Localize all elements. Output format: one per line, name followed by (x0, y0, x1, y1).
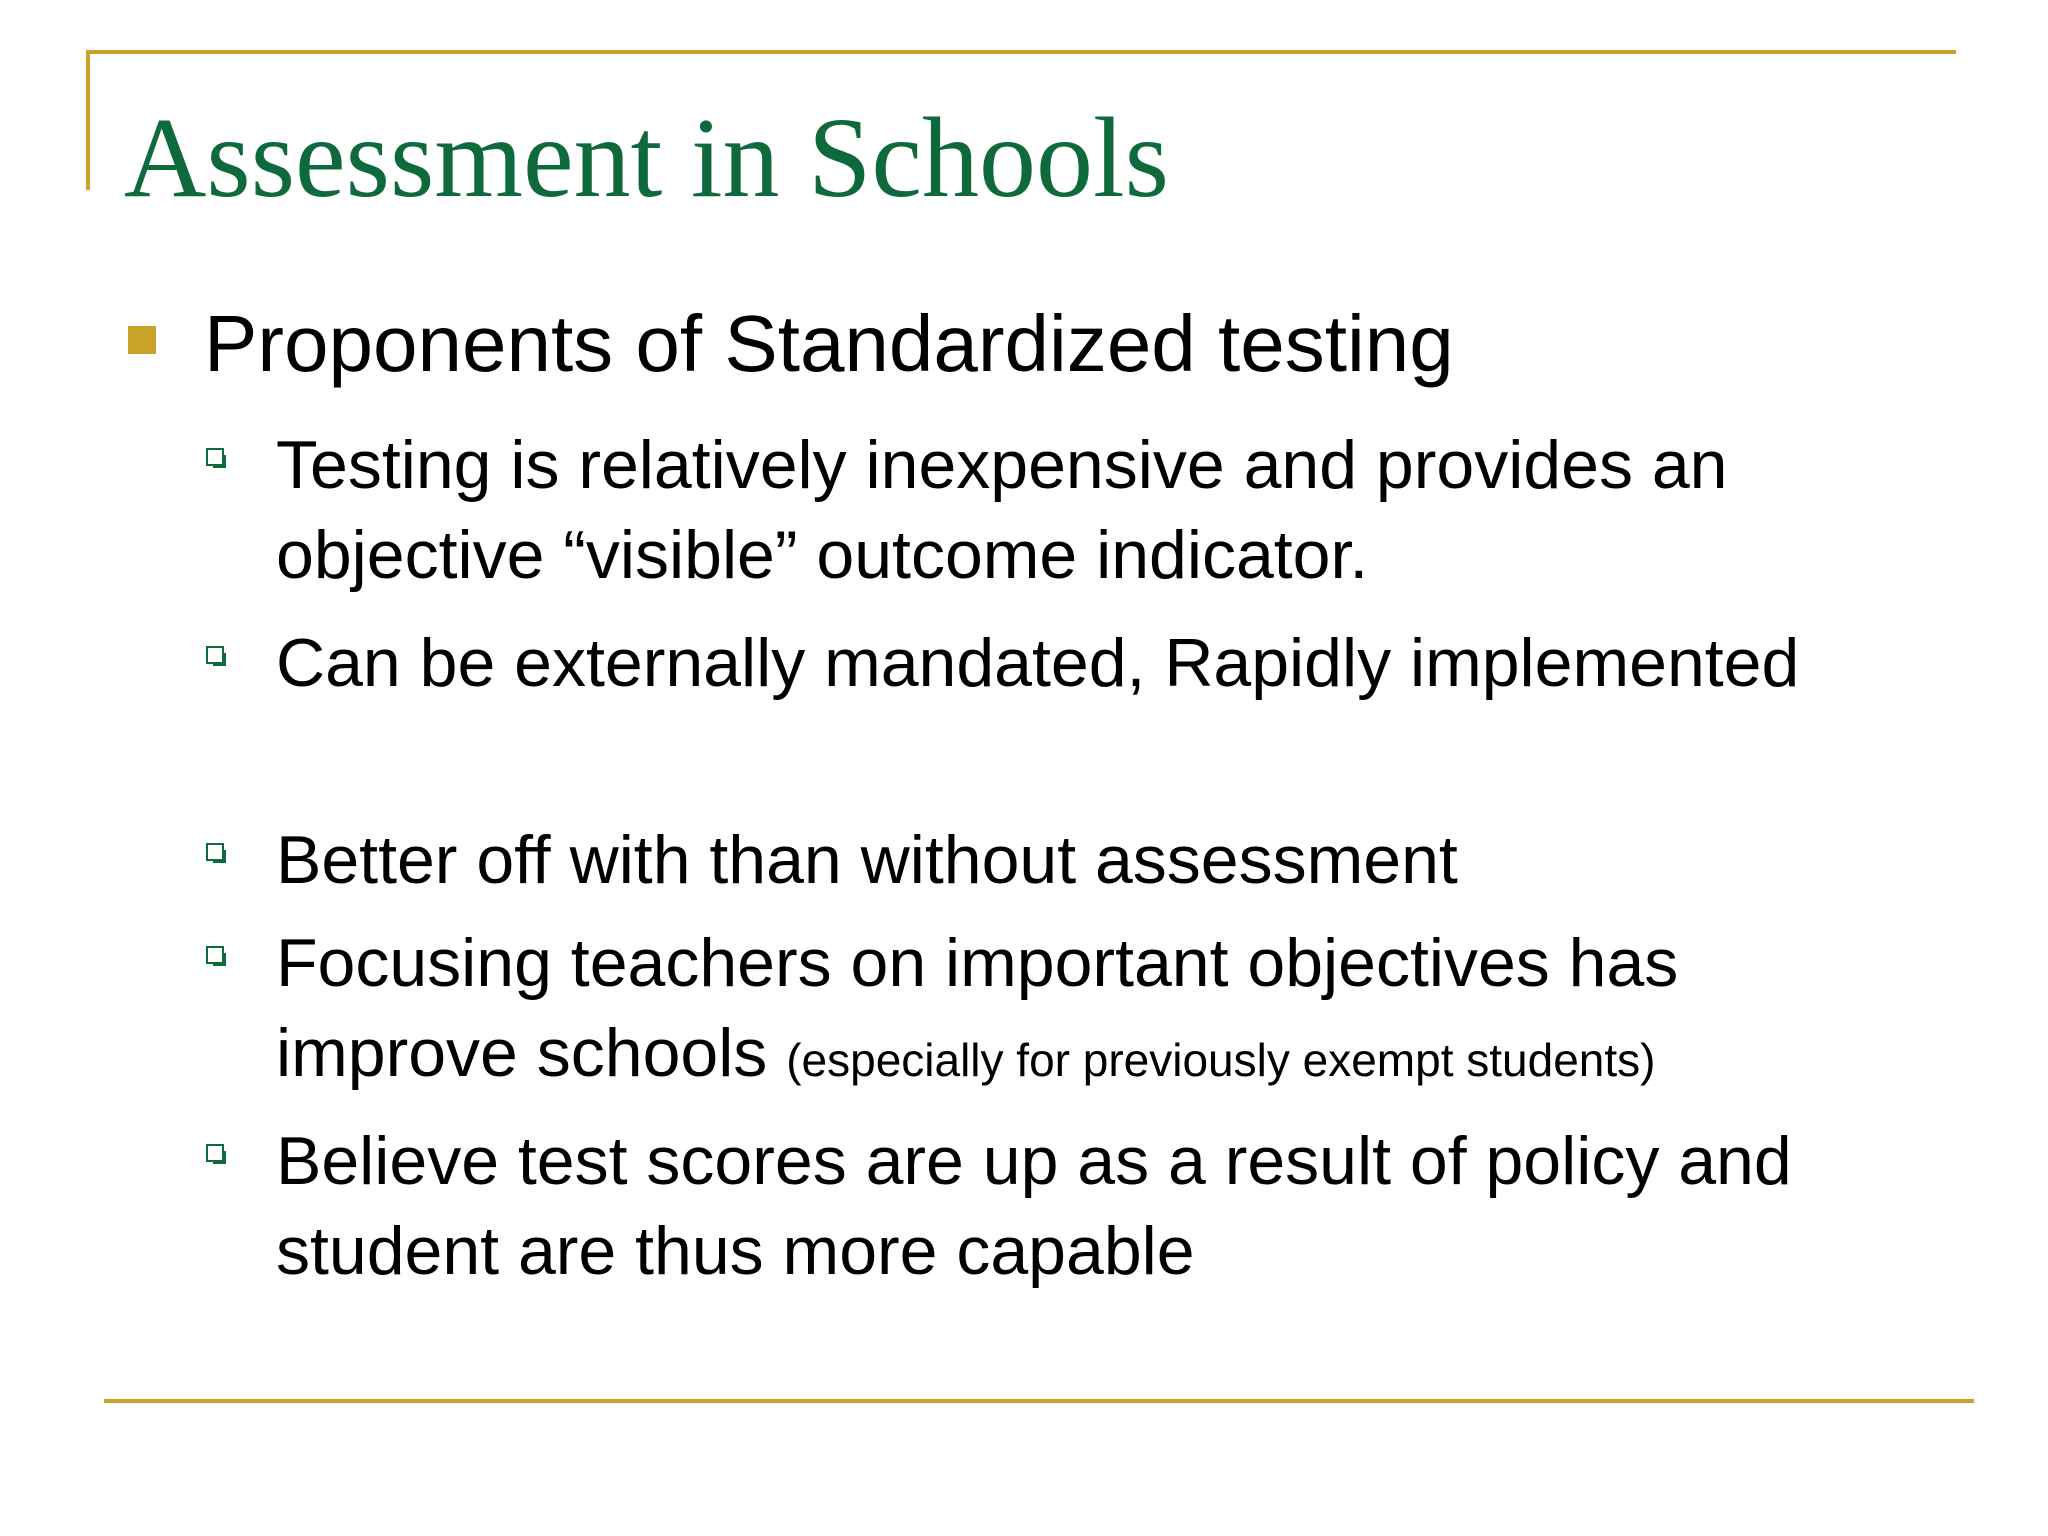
checkbox-bullet-icon (206, 1144, 224, 1162)
slide-title: Assessment in Schools (124, 94, 1170, 221)
sub-bullet-text: Believe test scores are up as a result of policy and student are thus more capable (276, 1123, 1792, 1289)
checkbox-bullet-icon (206, 646, 224, 664)
top-rule (86, 50, 1956, 54)
sub-bullet-text: Testing is relatively inexpensive and provides an objective “visible” outcome indicator. (276, 427, 1728, 593)
checkbox-bullet-icon (206, 843, 224, 861)
square-bullet-icon (128, 326, 156, 354)
sub-bullet-text: Better off with than without assessment (276, 822, 1458, 898)
sub-bullet-text: Focusing teachers on important objectives has improve schools (276, 925, 1679, 1091)
bottom-rule (104, 1399, 1974, 1403)
sub-bullet-text-with-note (276, 918, 1936, 1105)
left-rule (86, 50, 90, 190)
checkbox-bullet-icon (206, 448, 224, 466)
sub-bullet-note: (especially for previously exempt students) (786, 1034, 1656, 1086)
sub-bullet-text: Can be externally mandated, Rapidly implemented (276, 625, 1800, 701)
bullet-text: Proponents of Standardized testing (204, 299, 1454, 388)
checkbox-bullet-icon (206, 946, 224, 964)
